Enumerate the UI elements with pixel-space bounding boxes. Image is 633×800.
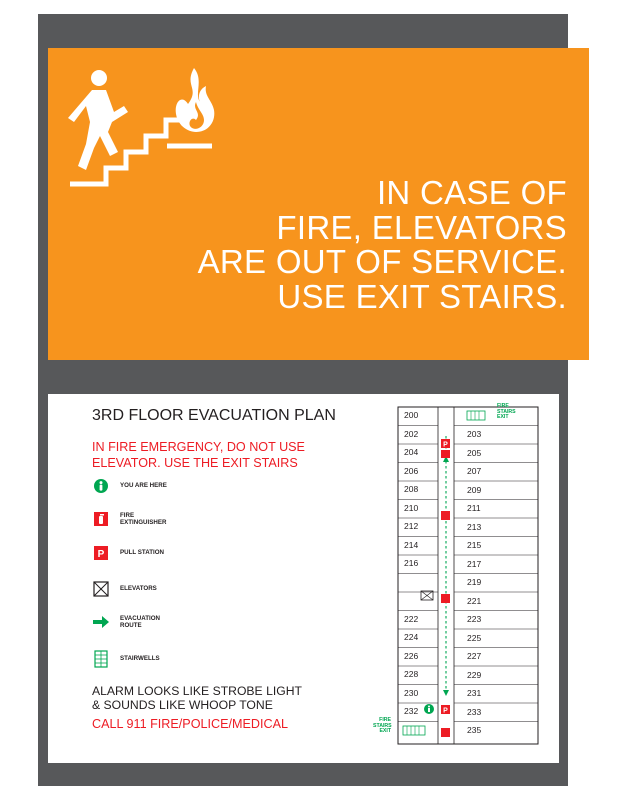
legend-label: YOU ARE HERE xyxy=(120,482,167,490)
svg-text:P: P xyxy=(97,549,105,560)
banner-message xyxy=(198,176,567,314)
room-number: 207 xyxy=(467,466,482,476)
room-number: 216 xyxy=(404,558,419,568)
room-number: 232 xyxy=(404,706,419,716)
room-number: 221 xyxy=(467,595,482,606)
room-number: 202 xyxy=(404,428,419,439)
svg-text:P: P xyxy=(443,707,448,715)
plan-title: 3RD FLOOR EVACUATION PLAN xyxy=(92,407,336,424)
room-number: 217 xyxy=(467,558,482,569)
fire-label-line: EXIT xyxy=(379,728,391,735)
evacuation-plan-panel xyxy=(48,394,559,763)
room-number: 223 xyxy=(467,614,482,624)
legend-evacuation-route xyxy=(92,613,180,631)
fire-extinguisher-icon xyxy=(92,510,110,528)
fire-label-line: FIRE xyxy=(379,717,391,723)
warning-banner xyxy=(48,48,589,360)
stairwell-icon xyxy=(92,650,110,668)
room-number: 229 xyxy=(467,669,482,680)
fire-stairs-exit-label-bottom xyxy=(373,718,391,735)
legend-elevators xyxy=(92,580,180,598)
legend-you-are-here xyxy=(92,477,180,495)
emergency-call: CALL 911 FIRE/POLICE/MEDICAL xyxy=(92,717,288,731)
fire-label-line: STAIRS xyxy=(497,408,516,415)
legend-pull-station xyxy=(92,544,180,562)
warning-line: IN FIRE EMERGENCY, DO NOT USE xyxy=(92,440,305,454)
room-number: 224 xyxy=(404,632,419,642)
room-number: 231 xyxy=(467,688,482,698)
fire-warning xyxy=(92,440,305,471)
room-number: 208 xyxy=(404,484,419,494)
room-number: 211 xyxy=(467,503,481,513)
room-number: 213 xyxy=(467,521,482,532)
legend-label: STAIRWELLS xyxy=(120,655,160,663)
svg-text:P: P xyxy=(443,441,448,449)
room-number: 204 xyxy=(404,447,419,457)
room-number: 205 xyxy=(467,447,482,458)
room-number: 233 xyxy=(467,706,482,717)
room-number: 230 xyxy=(404,687,419,698)
alarm-line: ALARM LOOKS LIKE STROBE LIGHT xyxy=(92,684,302,698)
room-number: 203 xyxy=(467,429,482,439)
legend-fire-extinguisher xyxy=(92,510,180,528)
legend-label: EVACUATION ROUTE xyxy=(120,614,160,629)
alarm-description xyxy=(92,684,302,712)
room-number: 227 xyxy=(467,651,482,661)
evacuation-route-icon xyxy=(92,613,110,631)
floor-plan xyxy=(373,403,543,756)
room-number: 215 xyxy=(467,540,482,550)
legend-label: FIRE EXTINGUISHER xyxy=(120,511,167,526)
room-number: 214 xyxy=(404,539,419,550)
fire-label-line: EXIT xyxy=(497,414,509,421)
room-number: 206 xyxy=(404,465,419,476)
room-number: 235 xyxy=(467,725,482,735)
alarm-line: & SOUNDS LIKE WHOOP TONE xyxy=(92,698,273,712)
banner-line: FIRE, ELEVATORS xyxy=(276,208,567,246)
room-number: 212 xyxy=(404,521,419,531)
fire-label-line: FIRE xyxy=(497,403,509,409)
room-number: 225 xyxy=(467,632,482,643)
room-number: 200 xyxy=(404,410,419,420)
legend-label: ELEVATORS xyxy=(120,585,157,593)
you-are-here-icon xyxy=(92,477,110,495)
legend-label: PULL STATION xyxy=(120,549,164,557)
banner-line: USE EXIT STAIRS. xyxy=(277,277,567,315)
room-number: 226 xyxy=(404,650,419,661)
room-number: 210 xyxy=(404,502,419,513)
legend-stairwells xyxy=(92,650,180,668)
room-number: 222 xyxy=(404,613,419,624)
pull-station-icon xyxy=(92,544,110,562)
room-number: 209 xyxy=(467,484,482,495)
fire-stairs-exit-label-top xyxy=(497,404,516,421)
room-number: 228 xyxy=(404,669,419,679)
elevator-icon xyxy=(92,580,110,598)
fire-label-line: STAIRS xyxy=(373,722,392,729)
banner-line: IN CASE OF xyxy=(376,174,567,211)
banner-line: ARE OUT OF SERVICE. xyxy=(197,243,567,280)
warning-line: ELEVATOR. USE THE EXIT STAIRS xyxy=(92,455,298,470)
room-number: 219 xyxy=(467,577,482,587)
